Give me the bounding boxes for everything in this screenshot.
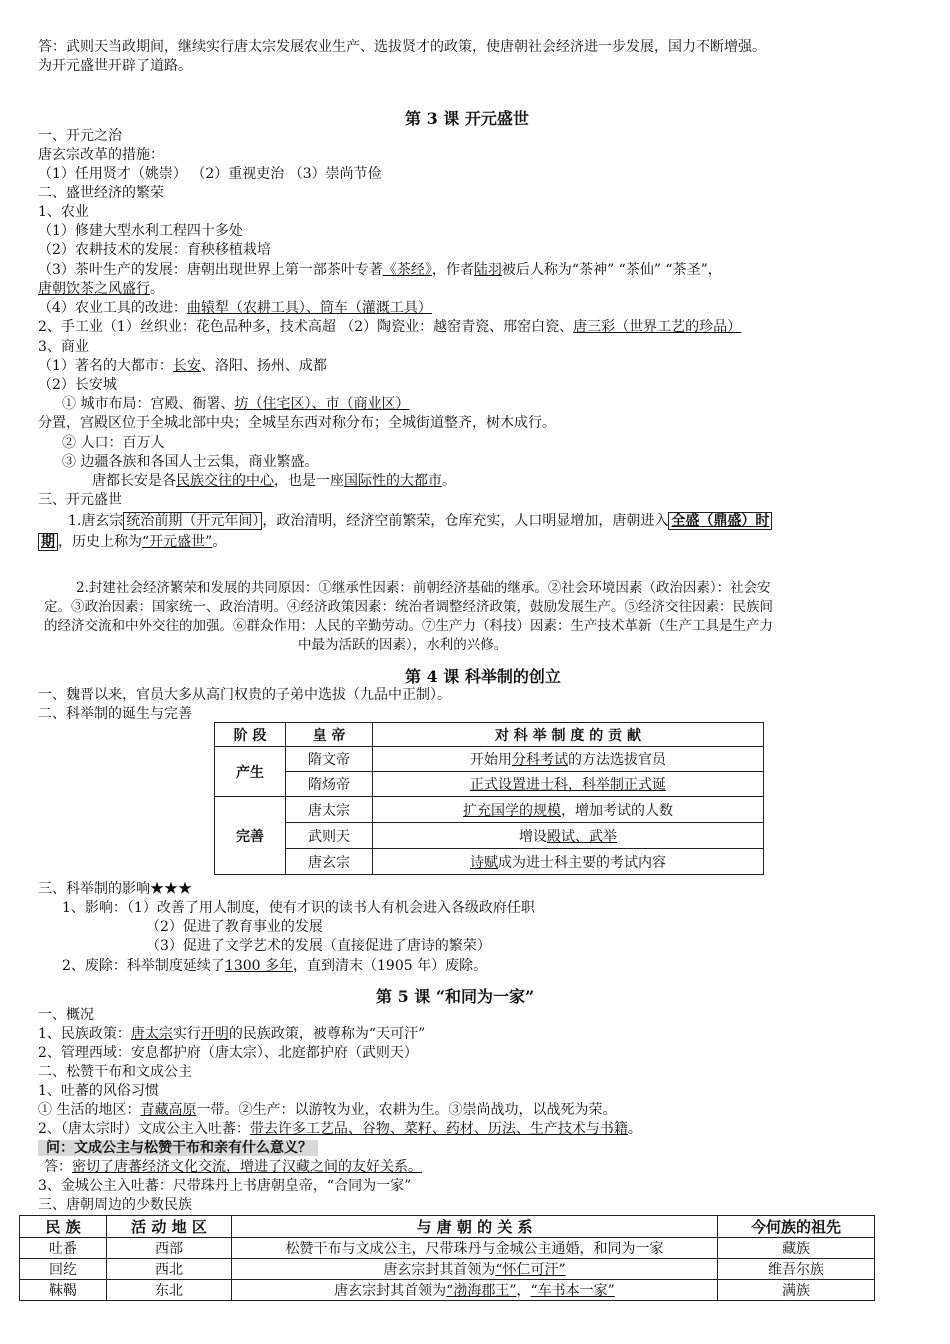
keju-header-emperor: 皇 帝 <box>286 723 373 747</box>
intro-line-2: 为开元盛世开辟了道路。 <box>38 58 192 74</box>
keju-influence-1: 1、影响：（1）改善了用人制度，使有才识的读书人有机会进入各级政府任职 <box>62 900 535 916</box>
lesson5-title: 第 5 课 “和同为一家” <box>376 987 535 1006</box>
city-layout: ① 城市布局：宫殿、衙署、坊（住宅区）、市（商业区） <box>62 396 410 412</box>
minorities-descendant-cell: 维吾尔族 <box>718 1259 875 1280</box>
ethnic-policy: 1、民族政策：唐太宗实行开明的民族政策，被尊称为“天可汗” <box>38 1026 426 1042</box>
tubo-customs-detail: ① 生活的地区：青藏高原一带。②生产：以游牧为业，农耕为生。③崇尚战功，以战死为荣。 <box>38 1102 617 1118</box>
keju-header-contribution: 对 科 举 制 度 的 贡 献 <box>373 723 764 747</box>
agri-item-1: （1）修建大型水利工程四十多处 <box>38 223 243 239</box>
lesson4-section-2: 二、科举制的诞生与完善 <box>38 706 192 722</box>
minorities-row <box>20 1259 875 1280</box>
minorities-people-cell: 吐番 <box>20 1238 107 1259</box>
minorities-header-descendant: 今何族的祖先 <box>718 1216 875 1238</box>
keju-influence-2: （2）促进了教育事业的发展 <box>146 919 323 935</box>
minorities-header-people: 民 族 <box>20 1216 107 1238</box>
minorities-descendant-cell: 满族 <box>718 1280 875 1301</box>
minorities-row <box>20 1280 875 1301</box>
keju-contribution-cell: 开始用分科考试的方法选拔官员 <box>373 747 764 772</box>
kaiyuan-line-2: 期 ，历史上称为“开元盛世”。 <box>38 533 226 552</box>
reasons-line-1: 2.封建社会经济繁荣和发展的共同原因：①继承性因素：前朝经济基础的继承。②社会环境因素（政治因素）：社会安 <box>76 580 771 596</box>
minorities-region-cell: 东北 <box>107 1280 232 1301</box>
tubo-customs: 1、吐蕃的风俗习惯 <box>38 1083 159 1099</box>
commerce-heading: 3、商业 <box>38 339 89 355</box>
kaiyuan-line-1: 1.唐玄宗 统治前期（开元年间） ，政治清明，经济空前繁荣，仓库充实，人口明显增加，唐朝进入 全盛（鼎盛）时 <box>68 512 772 531</box>
reasons-line-4: 中最为活跃的因素），水利的兴修。 <box>298 637 508 653</box>
minorities-relation-cell: 松赞干布与文成公主，尺带珠丹与金城公主通婚，和同为一家 <box>232 1238 718 1259</box>
keju-emperor-cell: 唐玄宗 <box>286 849 373 875</box>
minorities-table <box>19 1215 875 1301</box>
minorities-region-cell: 西部 <box>107 1238 232 1259</box>
keju-emperor-cell: 隋炀帝 <box>286 772 373 797</box>
keju-influence-3: （3）促进了文学艺术的发展（直接促进了唐诗的繁荣） <box>146 938 491 954</box>
keju-emperor-cell: 武则天 <box>286 823 373 849</box>
keju-stage-cell: 完善 <box>215 797 286 875</box>
keju-table <box>214 722 764 875</box>
keju-contribution-cell: 诗赋成为进士科主要的考试内容 <box>373 849 764 875</box>
keju-emperor-cell: 隋文帝 <box>286 747 373 772</box>
lesson3-title: 第 3 课 开元盛世 <box>405 109 529 128</box>
minorities-header-region: 活 动 地 区 <box>107 1216 232 1238</box>
city-peoples: ③ 边疆各族和各国人士云集，商业繁盛。 <box>62 454 319 470</box>
jincheng-princess: 3、金城公主入吐蕃：尺带珠丹上书唐朝皇帝，“合同为一家” <box>38 1178 412 1194</box>
lesson4-section-1: 一、魏晋以来，官员大多从高门权贵的子弟中选拔（九品中正制）。 <box>38 687 451 703</box>
reasons-line-2: 定。③政治因素：国家统一、政治清明。④经济政策因素：统治者调整经济政策，鼓励发展生产。⑤经济交往因素：民族间 <box>44 599 773 615</box>
city-population: ② 人口：百万人 <box>62 435 165 451</box>
reasons-line-3: 的经济交流和中外交往的加强。⑥群众作用：人民的辛勤劳动。⑦生产力（科技）因素：生产技术革新（生产工具是生产力 <box>44 618 773 634</box>
commerce-item-2: （2）长安城 <box>38 377 117 393</box>
lesson5-section-3: 三、唐朝周边的少数民族 <box>38 1197 192 1213</box>
marriage-question: 问：文成公主与松赞干布和亲有什么意义？ <box>38 1139 318 1158</box>
keju-stage-cell: 产生 <box>215 747 286 797</box>
agri-heading: 1、农业 <box>38 204 89 220</box>
wencheng-princess: 2、（唐太宗时）文成公主入吐蕃：带去许多工艺品、谷物、菜籽、药材、历法、生产技术与书籍。 <box>38 1121 642 1137</box>
lesson3-reform-lead: 唐玄宗改革的措施： <box>38 147 164 163</box>
city-center: 唐都长安是各民族交往的中心，也是一座国际性的大都市。 <box>92 473 456 489</box>
minorities-relation-cell: 唐玄宗封其首领为“怀仁可汗” <box>232 1259 718 1280</box>
lesson3-section-1: 一、开元之治 <box>38 128 122 144</box>
minorities-relation-cell: 唐玄宗封其首领为“渤海郡王”，“车书本一家” <box>232 1280 718 1301</box>
city-layout-cont: 分置，宫殿区位于全城北部中央；全城呈东西对称分布；全城街道整齐，树木成行。 <box>38 415 556 431</box>
minorities-people-cell: 回纥 <box>20 1259 107 1280</box>
agri-item-3: （3）茶叶生产的发展：唐朝出现世界上第一部茶叶专著《茶经》，作者陆羽被后人称为“茶神” “茶仙” “茶圣”， <box>38 262 722 278</box>
keju-emperor-cell: 唐太宗 <box>286 797 373 823</box>
lesson4-title: 第 4 课 科举制的创立 <box>405 667 561 686</box>
keju-contribution-cell: 扩充国学的规模，增加考试的人数 <box>373 797 764 823</box>
intro-line-1: 答：武则天当政期间，继续实行唐太宗发展农业生产、选拔贤才的政策，使唐朝社会经济进一步发展，国力不断增强。 <box>38 39 766 55</box>
craft-line: 2、手工业（1）丝织业：花色品种多，技术高超 （2）陶瓷业：越窑青瓷、邢窑白瓷、唐三彩（世界工艺的珍品） <box>38 319 742 335</box>
minorities-region-cell: 西北 <box>107 1259 232 1280</box>
lesson4-section-3: 三、科举制的影响★★★ <box>38 881 192 897</box>
lesson3-reform-items: （1）任用贤才（姚崇） （2）重视吏治 （3）崇尚节俭 <box>38 166 382 182</box>
minorities-row <box>20 1238 875 1259</box>
agri-item-4: （4）农业工具的改进：曲辕犁（农耕工具）、筒车（灌溉工具） <box>38 300 432 316</box>
lesson5-section-1: 一、概况 <box>38 1007 94 1023</box>
minorities-header-relation: 与 唐 朝 的 关 系 <box>232 1216 718 1238</box>
lesson5-section-2: 二、松赞干布和文成公主 <box>38 1064 192 1080</box>
keju-header-stage: 阶 段 <box>215 723 286 747</box>
keju-contribution-cell: 正式设置进士科，科举制正式诞 <box>373 772 764 797</box>
keju-abolish: 2、废除：科举制度延续了1300 多年，直到清末（1905 年）废除。 <box>62 958 488 974</box>
minorities-descendant-cell: 藏族 <box>718 1238 875 1259</box>
minorities-people-cell: 靺鞨 <box>20 1280 107 1301</box>
western-regions: 2、管理西域：安息都护府（唐太宗）、北庭都护府（武则天） <box>38 1045 418 1061</box>
keju-contribution-cell: 增设殿试、武举 <box>373 823 764 849</box>
lesson3-section-2: 二、盛世经济的繁荣 <box>38 185 164 201</box>
agri-item-2: （2）农耕技术的发展：育秧移植栽培 <box>38 242 271 258</box>
lesson3-section-3: 三、开元盛世 <box>38 492 122 508</box>
marriage-answer: 答：密切了唐蕃经济文化交流，增进了汉藏之间的友好关系。 <box>44 1159 422 1175</box>
commerce-item-1: （1）著名的大都市：长安、洛阳、扬州、成都 <box>38 358 327 374</box>
agri-item-3-cont: 唐朝饮茶之风盛行。 <box>38 281 164 297</box>
